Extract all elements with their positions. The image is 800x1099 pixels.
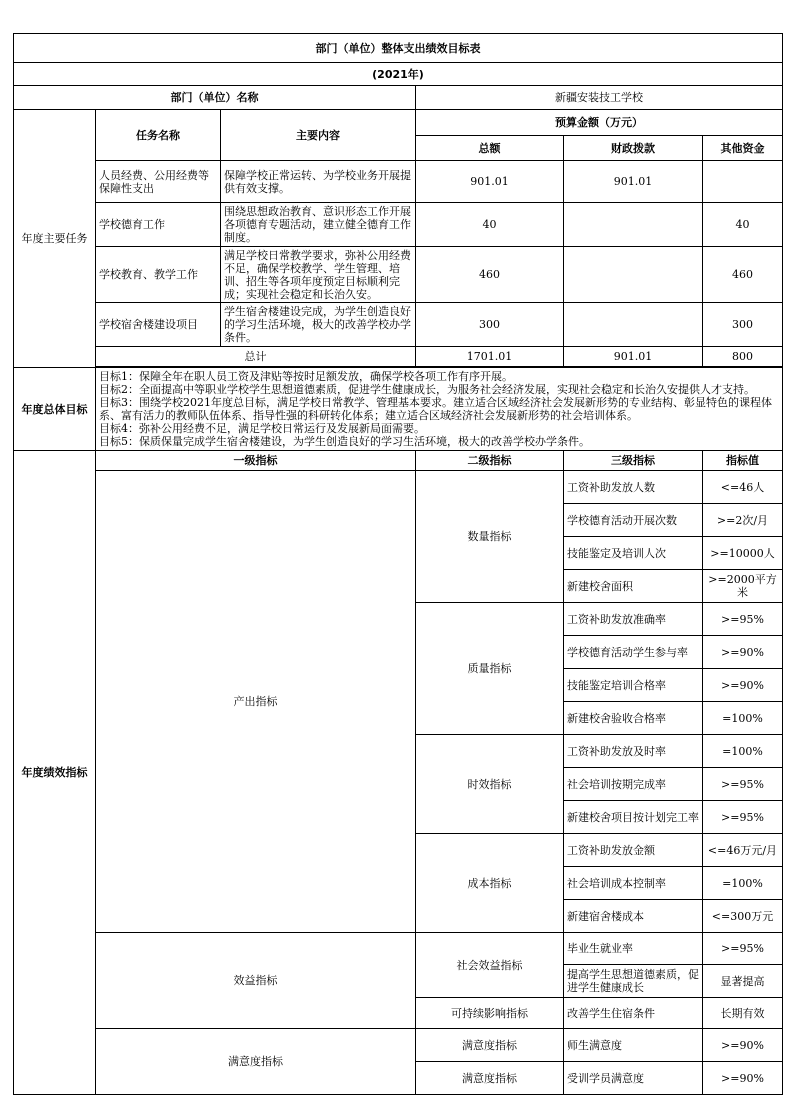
task-name: 学校德育工作 — [96, 203, 221, 247]
header-fiscal: 财政拨款 — [564, 136, 703, 161]
goals-text — [96, 368, 783, 451]
task-fiscal: 901.01 — [564, 161, 703, 203]
goal-line: 目标3：围绕学校2021年度总目标，满足学校日常教学、管理基本要求。建立适合区域经济社会发展新形势的专业结构、彰显特色的课程体系、富有活力的教师队伍体系、指导性强的科研转化体系；建立适合区域经济社会发展新形势的社会培训体系。 — [99, 396, 772, 422]
sum-fiscal: 901.01 — [564, 347, 703, 367]
indicator-name: 社会培训成本控制率 — [564, 867, 703, 900]
satisfaction-level2: 满意度指标 — [416, 1029, 564, 1062]
indicator-name: 学校德育活动学生参与率 — [564, 636, 703, 669]
header-total: 总额 — [416, 136, 564, 161]
task-row — [14, 203, 783, 247]
task-name: 学校宿舍楼建设项目 — [96, 303, 221, 347]
output-indicator-label: 产出指标 — [96, 471, 416, 933]
indicator-name: 新建校舍面积 — [564, 570, 703, 603]
task-content: 学生宿舍楼建设完成，为学生创造良好的学习生活环境，极大的改善学校办学条件。 — [221, 303, 416, 347]
task-content: 围绕思想政治教育、意识形态工作开展各项德育专题活动，建立健全德育工作制度。 — [221, 203, 416, 247]
indicator-value: >=2次/月 — [703, 504, 783, 537]
cost-indicator-label: 成本指标 — [416, 834, 564, 933]
task-content: 满足学校日常教学要求，弥补公用经费不足，确保学校教学、学生管理、培训、招生等各项年度预定目标顺利完成；实现社会稳定和长治久安。 — [221, 247, 416, 303]
header-main-content: 主要内容 — [221, 110, 416, 161]
indicator-value: =100% — [703, 735, 783, 768]
year-label: (2021年) — [14, 63, 783, 86]
indicators-section-label: 年度绩效指标 — [14, 451, 96, 1095]
task-total: 901.01 — [416, 161, 564, 203]
indicator-name: 工资补助发放人数 — [564, 471, 703, 504]
social-benefit-label: 社会效益指标 — [416, 933, 564, 998]
goal-line: 目标2：全面提高中等职业学校学生思想道德素质，促进学生健康成长，为服务社会经济发展，实现社会稳定和长治久安提供人才支持。 — [99, 383, 755, 396]
header-budget: 预算金额（万元） — [416, 110, 783, 136]
goal-line: 目标5：保质保量完成学生宿舍楼建设，为学生创造良好的学习生活环境，极大的改善学校办学条件。 — [99, 435, 590, 448]
task-total: 300 — [416, 303, 564, 347]
task-name: 学校教育、教学工作 — [96, 247, 221, 303]
task-other: 300 — [703, 303, 783, 347]
header-value: 指标值 — [703, 451, 783, 471]
task-other: 40 — [703, 203, 783, 247]
task-content: 保障学校正常运转、为学校业务开展提供有效支撑。 — [221, 161, 416, 203]
indicator-name: 工资补助发放及时率 — [564, 735, 703, 768]
satisfaction-level2: 满意度指标 — [416, 1062, 564, 1095]
indicator-name: 新建宿舍楼成本 — [564, 900, 703, 933]
table-title: 部门（单位）整体支出绩效目标表 — [14, 34, 783, 63]
indicator-name: 新建校舍验收合格率 — [564, 702, 703, 735]
task-other: 460 — [703, 247, 783, 303]
indicator-value: >=2000平方米 — [703, 570, 783, 603]
task-total: 460 — [416, 247, 564, 303]
task-fiscal — [564, 247, 703, 303]
indicator-value: >=90% — [703, 1029, 783, 1062]
task-row — [14, 161, 783, 203]
task-total: 40 — [416, 203, 564, 247]
indicator-name: 社会培训按期完成率 — [564, 768, 703, 801]
indicator-value: >=95% — [703, 801, 783, 834]
performance-target-table — [13, 33, 783, 1095]
indicator-name: 提高学生思想道德素质，促进学生健康成长 — [564, 965, 703, 998]
indicator-value: >=10000人 — [703, 537, 783, 570]
indicator-value: <=46万元/月 — [703, 834, 783, 867]
indicator-value: =100% — [703, 702, 783, 735]
dept-name-value: 新疆安装技工学校 — [416, 86, 783, 110]
task-sum-row — [14, 347, 783, 367]
indicator-value: >=90% — [703, 1062, 783, 1095]
sum-other: 800 — [703, 347, 783, 367]
task-row — [14, 247, 783, 303]
indicator-value: >=95% — [703, 603, 783, 636]
indicator-name: 学校德育活动开展次数 — [564, 504, 703, 537]
quantity-indicator-label: 数量指标 — [416, 471, 564, 603]
indicator-value: 显著提高 — [703, 965, 783, 998]
indicator-name: 工资补助发放准确率 — [564, 603, 703, 636]
timeliness-indicator-label: 时效指标 — [416, 735, 564, 834]
header-level3: 三级指标 — [564, 451, 703, 471]
dept-name-label: 部门（单位）名称 — [14, 86, 416, 110]
goals-section-label: 年度总体目标 — [14, 368, 96, 451]
task-name: 人员经费、公用经费等保障性支出 — [96, 161, 221, 203]
indicator-value: <=46人 — [703, 471, 783, 504]
indicator-value: <=300万元 — [703, 900, 783, 933]
indicator-name: 新建校舍项目按计划完工率 — [564, 801, 703, 834]
quality-indicator-label: 质量指标 — [416, 603, 564, 735]
header-level2: 二级指标 — [416, 451, 564, 471]
indicator-name: 受训学员满意度 — [564, 1062, 703, 1095]
sum-total: 1701.01 — [416, 347, 564, 367]
header-task-name: 任务名称 — [96, 110, 221, 161]
indicator-value: >=90% — [703, 636, 783, 669]
header-level1: 一级指标 — [96, 451, 416, 471]
indicator-name: 技能鉴定及培训人次 — [564, 537, 703, 570]
task-other — [703, 161, 783, 203]
indicator-name: 工资补助发放金额 — [564, 834, 703, 867]
indicator-value: >=95% — [703, 933, 783, 965]
goal-line: 目标4：弥补公用经费不足，满足学校日常运行及发展新局面需要。 — [99, 422, 425, 435]
task-row — [14, 303, 783, 347]
satisfaction-indicator-label: 满意度指标 — [96, 1029, 416, 1095]
indicator-value: =100% — [703, 867, 783, 900]
header-other: 其他资金 — [703, 136, 783, 161]
tasks-section-label: 年度主要任务 — [14, 110, 96, 368]
indicator-name: 毕业生就业率 — [564, 933, 703, 965]
indicator-value: 长期有效 — [703, 998, 783, 1029]
sum-label: 总计 — [96, 347, 416, 367]
task-fiscal — [564, 303, 703, 347]
indicator-value: >=90% — [703, 669, 783, 702]
benefit-indicator-label: 效益指标 — [96, 933, 416, 1029]
sustainable-impact-label: 可持续影响指标 — [416, 998, 564, 1029]
indicator-name: 技能鉴定培训合格率 — [564, 669, 703, 702]
task-fiscal — [564, 203, 703, 247]
goal-line: 目标1：保障全年在职人员工资及津贴等按时足额发放，确保学校各项工作有序开展。 — [99, 370, 513, 383]
indicator-name: 改善学生住宿条件 — [564, 998, 703, 1029]
indicator-value: >=95% — [703, 768, 783, 801]
indicator-name: 师生满意度 — [564, 1029, 703, 1062]
